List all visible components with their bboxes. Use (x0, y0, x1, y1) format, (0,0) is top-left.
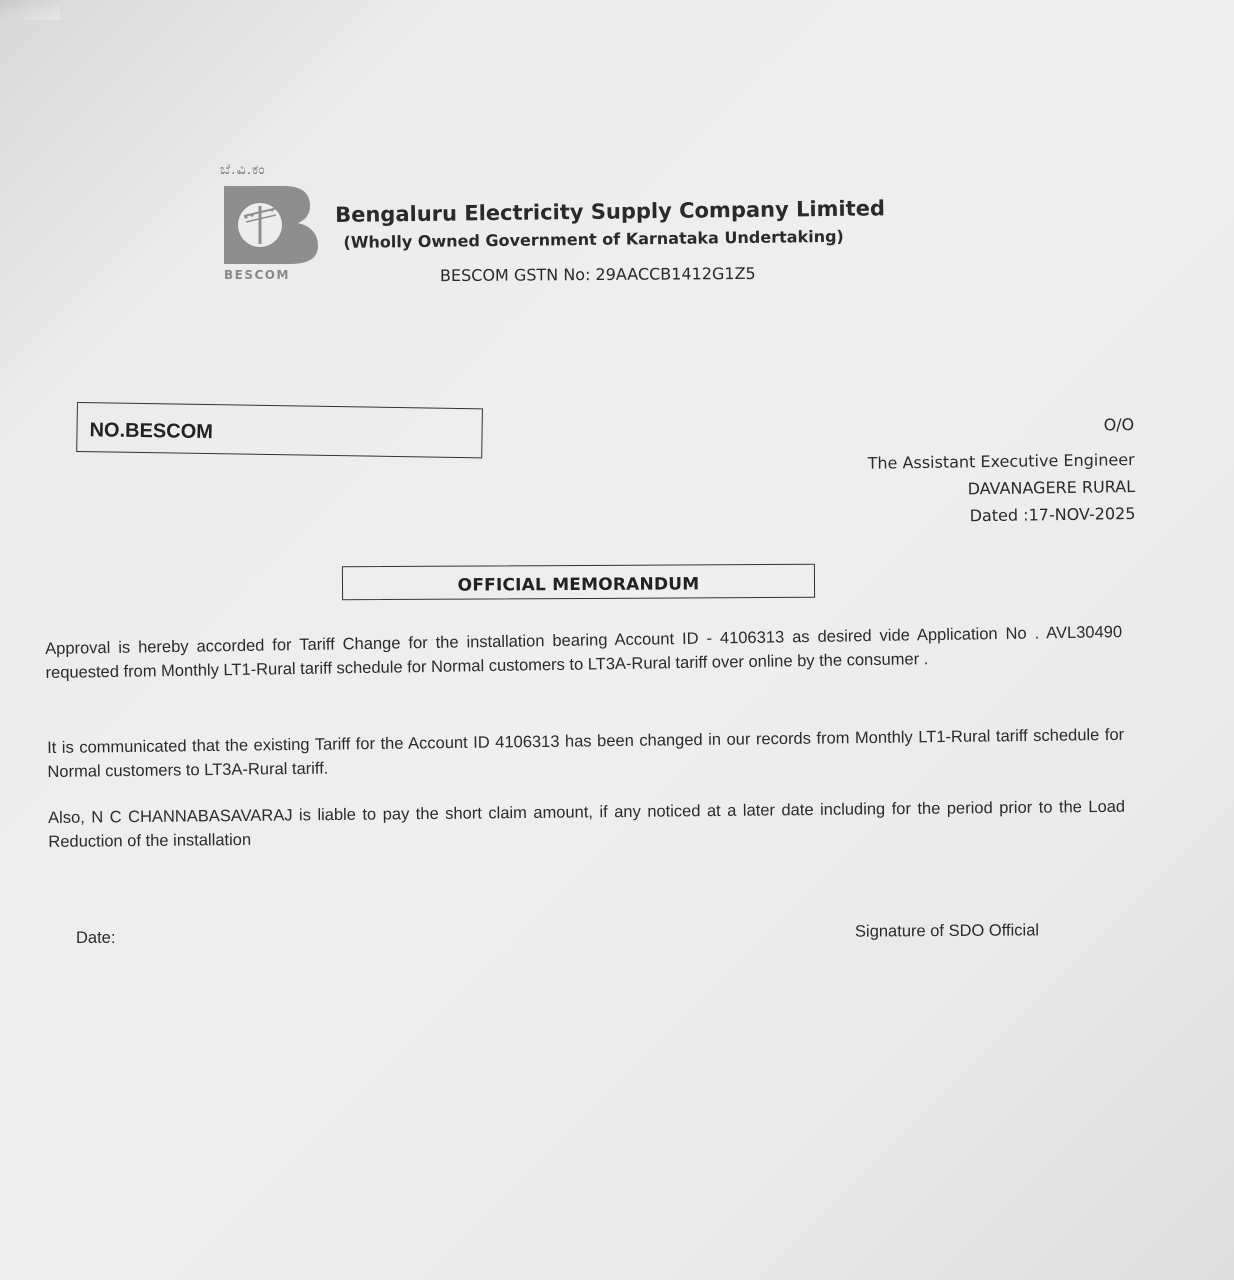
memo-title: OFFICIAL MEMORANDUM (457, 574, 700, 596)
company-header (335, 196, 936, 252)
company-name: Bengaluru Electricity Supply Company Limited (335, 196, 886, 227)
office-date: Dated :17-NOV-2025 (969, 503, 1136, 526)
logo-kannada-text: ಬೆ.ವಿ.ಕಂ (220, 162, 266, 178)
office-o-o: O/O (1103, 415, 1135, 435)
company-subtitle: (Wholly Owned Government of Karnataka Undertaking) (343, 226, 844, 252)
reference-number: NO.BESCOM (89, 419, 214, 444)
office-designation: The Assistant Executive Engineer (867, 449, 1135, 473)
gstn-number: BESCOM GSTN No: 29AACCB1412G1Z5 (439, 263, 756, 286)
body-paragraph-approval: Approval is hereby accorded for Tariff Change for the installation bearing Account ID - 4106313 as desired vide Application No . AVL30490 requested from Monthly LT1-Rural tariff schedule for Normal customers to LT3A-Rural tariff over online by the consumer . (45, 623, 1123, 682)
bescom-logo (218, 162, 328, 292)
bescom-b-logo-icon (222, 184, 322, 266)
page-fold-shadow (0, 0, 60, 20)
office-location: DAVANAGERE RURAL (967, 476, 1136, 499)
footer-date-label: Date: (76, 929, 116, 947)
body-paragraph-communication: It is communicated that the existing Tariff for the Account ID 4106313 has been changed in our records from Monthly LT1-Rural tariff schedule for Normal customers to LT3A-Rural tariff. (47, 725, 1125, 781)
body-paragraph-liability: Also, N C CHANNABASAVARAJ is liable to pay the short claim amount, if any noticed at a later date including for the period prior to the Load Reduction of the installation (48, 797, 1126, 851)
office-details (867, 415, 1136, 531)
reference-number-box (76, 402, 483, 458)
logo-wordmark: BESCOM (224, 268, 290, 282)
footer-signature-label: Signature of SDO Official (854, 921, 1040, 941)
memo-title-box (342, 564, 815, 600)
